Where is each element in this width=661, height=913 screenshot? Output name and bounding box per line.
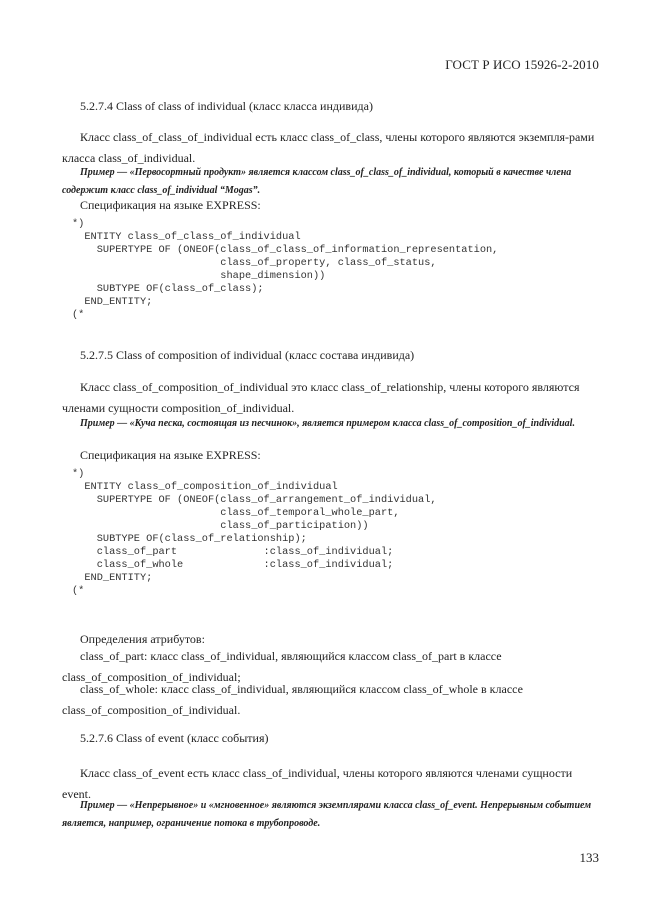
attribute-definition: class_of_part: класс class_of_individual, являющийся классом class_of_part в классе class_of_composition_of_individual; <box>62 649 502 684</box>
express-code-block: *) ENTITY class_of_class_of_individual SUPERTYPE OF (ONEOF(class_of_class_of_information_representation, class_of_property, class_of_status, shape_dimension)) SUBTYPE OF(class_of_class); END_ENTITY; (* <box>72 218 499 321</box>
section-paragraph: Класс class_of_composition_of_individual это класс class_of_relationship, члены которого являются членами сущности composition_of_individual. <box>62 380 580 415</box>
example-note: Пример — «Куча песка, состоящая из песчинок», является примером класса class_of_composition_of_individual. <box>80 418 575 429</box>
attributes-label: Определения атрибутов: <box>80 632 205 646</box>
section-heading-5-2-7-4: 5.2.7.4 Class of class of individual (класс класса индивида) <box>80 99 373 113</box>
section-paragraph: Класс class_of_event есть класс class_of_individual, члены которого являются членами сущности event. <box>62 766 573 801</box>
spec-label: Спецификация на языке EXPRESS: <box>80 448 261 462</box>
example-note: Пример — «Непрерывное» и «мгновенное» являются экземплярами класса class_of_event. Непрерывным событием является, например, ограничение потока в трубопроводе. <box>62 800 592 829</box>
example-note: Пример — «Первосортный продукт» является классом class_of_class_of_individual, который в качестве члена содержит класс class_of_individual “Mogas”. <box>62 167 572 196</box>
section-heading-5-2-7-5: 5.2.7.5 Class of composition of individual (класс состава индивида) <box>80 348 415 362</box>
standard-header: ГОСТ Р ИСО 15926-2-2010 <box>445 57 599 72</box>
attribute-definition: class_of_whole: класс class_of_individual, являющийся классом class_of_whole в классе class_of_composition_of_individual. <box>62 682 523 717</box>
express-code-block: *) ENTITY class_of_composition_of_individual SUPERTYPE OF (ONEOF(class_of_arrangement_of_individual, class_of_temporal_whole_part, class_of_participation)) SUBTYPE OF(class_of_relationship); class_of_part :class_of_individual; class_of_whole :class_of_individual; END_ENTITY; (* <box>72 468 437 597</box>
page-number: 133 <box>579 850 599 865</box>
section-heading-5-2-7-6: 5.2.7.6 Class of event (класс события) <box>80 731 269 745</box>
section-paragraph: Класс class_of_class_of_individual есть класс class_of_class, члены которого являются экземпля-рами класса class_of_individual. <box>62 130 595 165</box>
spec-label: Спецификация на языке EXPRESS: <box>80 198 261 212</box>
